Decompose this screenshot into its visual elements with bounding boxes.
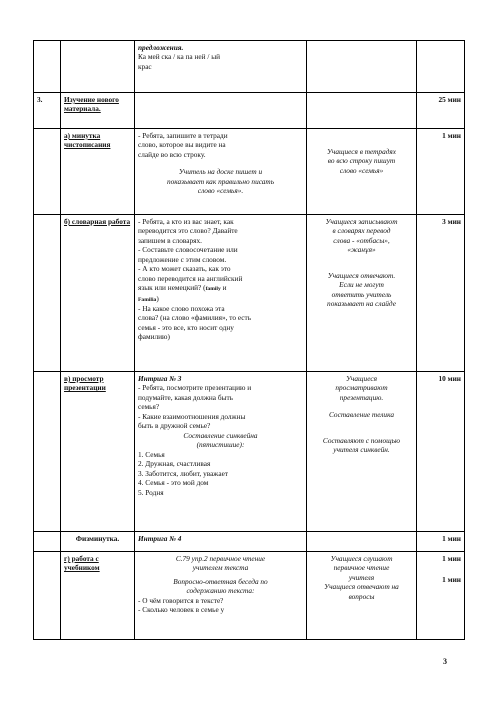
cell-student	[307, 129, 417, 215]
cell-num	[34, 41, 61, 93]
text-line: Учащиеся записывают	[325, 217, 398, 226]
cell-student	[307, 372, 417, 532]
text-line: слайде во всю строку.	[138, 149, 206, 159]
intrigue-label: Интрига № 4	[135, 532, 307, 552]
cell-num	[34, 532, 61, 552]
cell-teacher	[135, 372, 307, 532]
page-number: 3	[443, 657, 447, 666]
cell-time: 3 мин	[417, 215, 465, 372]
text-line: крас	[138, 61, 152, 71]
cell-time: 1 мин	[417, 129, 465, 215]
cell-student	[307, 532, 417, 552]
list-item: 4. Семья - это мой дом	[138, 478, 209, 488]
text-line: показывает как правильно писать	[166, 176, 275, 186]
list-item: 3. Заботится, любит, уважает	[138, 468, 229, 478]
text-line: - А кто может сказать, как это	[138, 264, 231, 274]
cell-num	[34, 372, 61, 532]
intrigue-label: Интрига № 3	[138, 374, 182, 383]
text-fragment: и	[222, 283, 227, 293]
text-line: - На какое слово похожа эта	[138, 303, 225, 313]
text-fragment: язык или немецкий?	[138, 283, 202, 293]
text-line: слово, которое вы видите на	[138, 140, 226, 150]
text-line: - Сколько человек в семье у	[138, 605, 225, 615]
cell-num	[34, 552, 61, 640]
text-line: просматривают	[335, 383, 388, 393]
cell-teacher	[135, 41, 307, 93]
text-line: показывает на слайде	[327, 299, 396, 309]
text-line: (пятистишие):	[196, 440, 245, 450]
text-line: Ка мей ска / ка па ней / ый	[138, 52, 221, 62]
text-line: первичное чтение	[333, 563, 390, 573]
table-row	[34, 552, 465, 640]
cell-stage: б) словарная работа	[61, 215, 135, 372]
text-line: быть в дружной семье?	[138, 421, 211, 431]
table-row	[34, 93, 465, 129]
text-line: Если не могут	[339, 280, 384, 290]
text-line: содержанию текста:	[186, 586, 255, 596]
cell-stage: в) просмотр презентации	[61, 372, 135, 532]
text-line: Составляют с помощью	[322, 435, 401, 445]
time-value: 1 мин	[442, 575, 461, 585]
table-row	[34, 215, 465, 372]
text-line: вопросы	[348, 591, 375, 601]
cell-student	[307, 215, 417, 372]
cell-teacher	[135, 552, 307, 640]
list-item: 2. Дружная, счастливая	[138, 459, 211, 469]
cell-num	[34, 129, 61, 215]
text-line: Familia)	[138, 293, 159, 303]
cell-teacher	[135, 215, 307, 372]
text-line: Учащиеся отвечают на	[324, 582, 399, 592]
cell-time	[417, 41, 465, 93]
text-line: - Ребята, а кто из вас знает, как	[138, 217, 234, 226]
cell-time	[417, 552, 465, 640]
cell-student	[307, 41, 417, 93]
text-line: Учащиеся в тетрадях	[326, 147, 397, 156]
text-line: в словарях перевод	[332, 226, 391, 236]
text-line: - Ребята, запишите в тетради	[138, 131, 228, 140]
text-line: презентацию.	[339, 392, 384, 402]
cell-time: 25 мин	[417, 93, 465, 129]
text-line: семья - это все, кто носит одну	[138, 322, 234, 332]
text-line: Вопросно-ответная беседа по	[173, 576, 268, 586]
text-line: язык или немецкий? (family и	[138, 283, 227, 293]
list-item: 1. Семья	[138, 449, 165, 459]
text-line: - Какие взаимоотношения должны	[138, 411, 246, 421]
time-value: 1 мин	[442, 554, 461, 563]
word-family: family	[205, 286, 221, 293]
text-line: запишем в словарях.	[138, 235, 202, 245]
text-line: учителя синквейн.	[333, 445, 390, 455]
text-line: Учитель на доске пишет и	[178, 167, 263, 177]
cell-time: 10 мин	[417, 372, 465, 532]
text-line: семья?	[138, 402, 160, 412]
text-line: учителем текста	[192, 563, 249, 573]
text-line: фамилию)	[138, 332, 170, 342]
text-line: - Составьте словосочетание или	[138, 245, 238, 255]
text-line: Учащиеся отвечают.	[327, 270, 396, 280]
text-line: Учащиеся слушают	[330, 554, 393, 563]
text-line: переводится это слово? Давайте	[138, 226, 238, 236]
table-row	[34, 532, 465, 552]
text-line: слово переводится на английский	[138, 273, 243, 283]
cell-stage: а) минутка чистописания	[61, 129, 135, 215]
text-line: слово «семья»	[339, 165, 384, 175]
text-line: слова? (на слово «фамилия», то есть	[138, 313, 252, 323]
lesson-plan-table	[33, 40, 465, 640]
cell-stage: г) работа с учебником	[61, 552, 135, 640]
word-familia: Familia	[138, 296, 157, 303]
text-line: Учащиеся	[346, 374, 377, 383]
cell-time: 1 мин	[417, 532, 465, 552]
list-item: 5. Родня	[138, 487, 164, 497]
text-line: предложения.	[138, 43, 184, 52]
table-row	[34, 372, 465, 532]
text-line: Составление телика	[329, 410, 394, 420]
table-row	[34, 41, 465, 93]
text-line: подумайте, какая должна быть	[138, 392, 233, 402]
text-line: - О чём говорится в тексте?	[138, 595, 224, 605]
cell-student	[307, 552, 417, 640]
cell-teacher	[135, 93, 307, 129]
text-line: «жанұя»	[347, 245, 376, 255]
table-row	[34, 129, 465, 215]
cell-num	[34, 215, 61, 372]
text-line: предложение с этим словом.	[138, 254, 227, 264]
cell-num: 3.	[34, 93, 61, 129]
cell-stage	[61, 41, 135, 93]
text-line: - Ребята, посмотрите презентацию и	[138, 383, 252, 393]
cell-teacher	[135, 129, 307, 215]
cell-student	[307, 93, 417, 129]
text-line: С.79 упр.2 первичное чтение	[175, 554, 266, 563]
text-line: слово «семья».	[197, 186, 244, 196]
text-line: Составление синквейна	[183, 430, 258, 440]
cell-stage: Физминутка.	[61, 532, 135, 552]
cell-stage: Изучение нового материала.	[61, 93, 135, 129]
text-line: учителя	[348, 572, 375, 582]
text-line: во всю строку пишут	[327, 156, 396, 166]
text-line: ответить учитель	[331, 289, 392, 299]
text-line: слова - «отбасы»,	[333, 235, 390, 245]
